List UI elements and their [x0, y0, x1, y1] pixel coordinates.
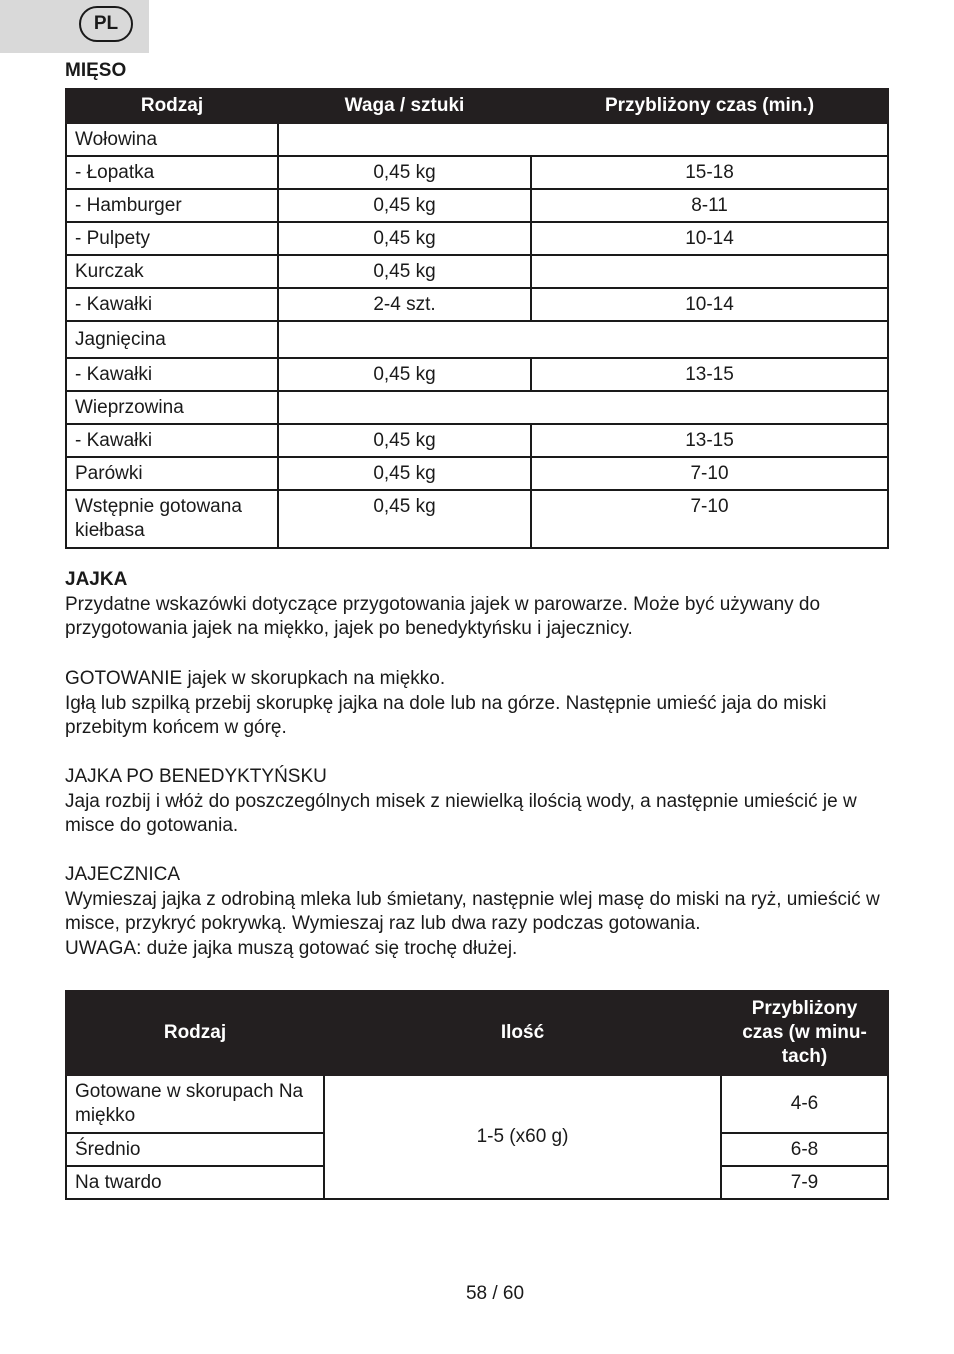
eggs-section-title: JAJKA	[65, 569, 128, 590]
table-row	[66, 358, 888, 391]
cell-time: 7-9	[721, 1166, 888, 1199]
cell-empty	[278, 123, 888, 156]
cell-type: - Kawałki	[66, 424, 278, 457]
cell-type: Gotowane w skorupach Na miękko	[66, 1075, 324, 1133]
language-badge: PL	[79, 6, 133, 42]
table-row	[66, 391, 888, 424]
soft-boiled-text: Igłą lub szpilką przebij skorupkę jajka na dole lub na górze. Następnie umieść jaja do miski przebitym końcem w górę.	[65, 692, 827, 738]
soft-boiled-block	[65, 667, 895, 741]
benedict-text: Jaja rozbij i włóż do poszczególnych misek z niewielką ilością wody, a następnie umieścić je w misce do gotowania.	[65, 790, 857, 836]
header-type: Rodzaj	[66, 89, 278, 123]
egg-table-header	[66, 991, 888, 1075]
eggs-note: UWAGA: duże jajka muszą gotować się trochę dłużej.	[65, 937, 518, 959]
cell-weight: 0,45 kg	[278, 424, 531, 457]
cell-weight: 2-4 szt.	[278, 288, 531, 321]
table-row	[66, 189, 888, 222]
cell-time: 10-14	[531, 222, 888, 255]
header-time: Przybliżony czas (min.)	[531, 89, 888, 123]
table-row	[66, 490, 888, 548]
table-row	[66, 321, 888, 358]
scrambled-block	[65, 863, 895, 961]
table-row	[66, 457, 888, 490]
table-row	[66, 288, 888, 321]
soft-boiled-title: GOTOWANIE jajek w skorupkach na miękko.	[65, 668, 446, 689]
cell-quantity: 1-5 (x60 g)	[324, 1075, 721, 1199]
cell-weight: 0,45 kg	[278, 490, 531, 548]
table-row	[66, 156, 888, 189]
cell-time: 15-18	[531, 156, 888, 189]
cell-type: - Kawałki	[66, 358, 278, 391]
benedict-block	[65, 765, 895, 839]
cell-weight: 0,45 kg	[278, 457, 531, 490]
cell-time: 6-8	[721, 1133, 888, 1166]
meat-table	[65, 88, 889, 549]
cell-time: 13-15	[531, 358, 888, 391]
cell-type: Jagnięcina	[66, 321, 278, 358]
cell-empty	[278, 321, 888, 358]
cell-weight: 0,45 kg	[278, 156, 531, 189]
cell-time: 7-10	[531, 457, 888, 490]
cell-type: Wołowina	[66, 123, 278, 156]
table-row	[66, 255, 888, 288]
cell-weight: 0,45 kg	[278, 358, 531, 391]
cell-type: Wieprzowina	[66, 391, 278, 424]
page-number: 58 / 60	[465, 1283, 525, 1304]
header-weight: Waga / sztuki	[278, 89, 531, 123]
cell-time: 7-10	[531, 490, 888, 548]
table-row	[66, 222, 888, 255]
cell-type: Kurczak	[66, 255, 278, 288]
egg-table	[65, 990, 889, 1200]
cell-weight: 0,45 kg	[278, 189, 531, 222]
eggs-intro-block	[65, 568, 895, 642]
benedict-title: JAJKA PO BENEDYKTYŃSKU	[65, 766, 327, 787]
cell-type: Na twardo	[66, 1166, 324, 1199]
meat-section-title: MIĘSO	[65, 60, 127, 81]
cell-type: - Kawałki	[66, 288, 278, 321]
cell-type: Wstępnie gotowana kiełbasa	[66, 490, 278, 548]
table-row	[66, 1075, 888, 1133]
cell-time: 8-11	[531, 189, 888, 222]
header-time: Przybliżony czas (w minu-tach)	[721, 991, 888, 1075]
header-type: Rodzaj	[66, 991, 324, 1075]
cell-type: - Hamburger	[66, 189, 278, 222]
table-row	[66, 123, 888, 156]
cell-time	[531, 255, 888, 288]
scrambled-text: Wymieszaj jajka z odrobiną mleka lub śmietany, następnie wlej masę do miski na ryż, umieścić w misce, przykryć pokrywką. Wymieszaj raz lub dwa razy podczas gotowania.	[65, 888, 880, 934]
cell-type: Średnio	[66, 1133, 324, 1166]
scrambled-title: JAJECZNICA	[65, 864, 181, 885]
eggs-intro: Przydatne wskazówki dotyczące przygotowania jajek w parowarze. Może być używany do przygotowania jajek na miękko, jajek po benedyktyńsku i jajecznicy.	[65, 593, 821, 639]
header-quantity: Ilość	[324, 991, 721, 1075]
meat-table-header	[66, 89, 888, 123]
cell-weight: 0,45 kg	[278, 222, 531, 255]
cell-type: - Pulpety	[66, 222, 278, 255]
cell-type: - Łopatka	[66, 156, 278, 189]
cell-type: Parówki	[66, 457, 278, 490]
cell-time: 4-6	[721, 1075, 888, 1133]
table-row	[66, 424, 888, 457]
cell-time: 10-14	[531, 288, 888, 321]
cell-empty	[278, 391, 888, 424]
cell-time: 13-15	[531, 424, 888, 457]
cell-weight: 0,45 kg	[278, 255, 531, 288]
